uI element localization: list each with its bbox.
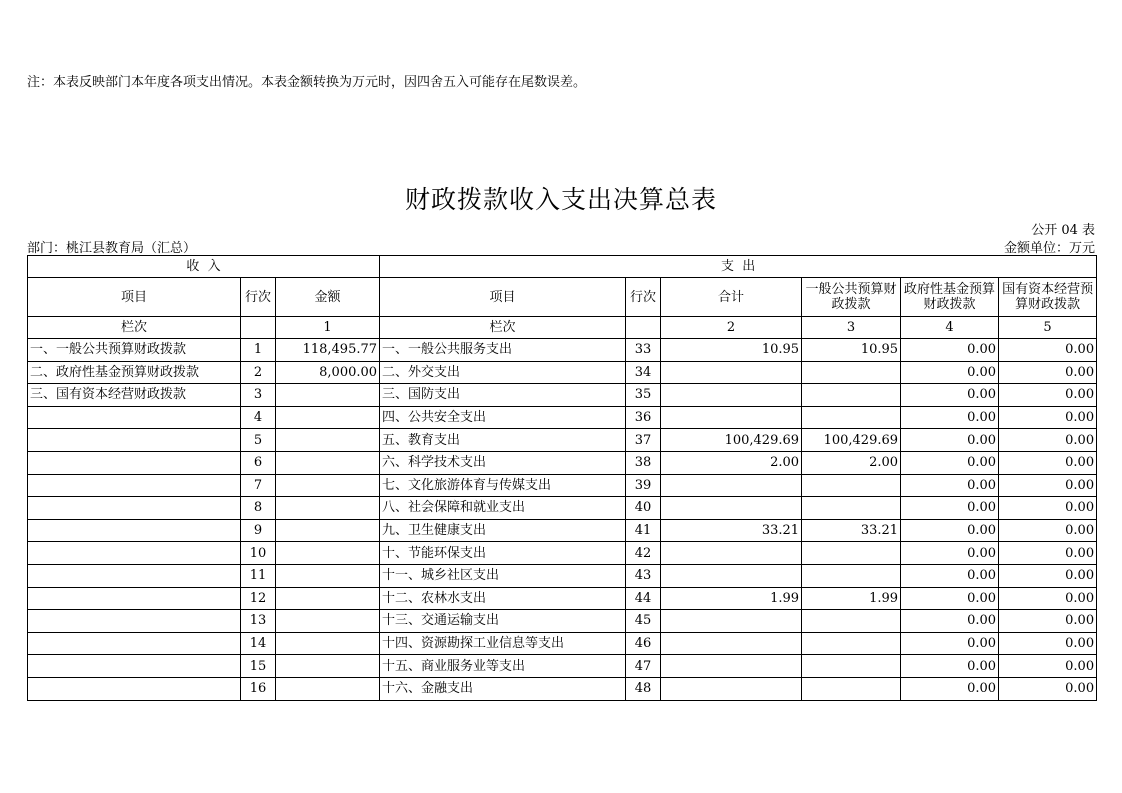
income-row-no-cell: 9 <box>241 519 276 542</box>
gov-fund-cell: 0.00 <box>901 474 999 497</box>
income-amount-cell <box>276 519 380 542</box>
income-item-cell <box>28 655 241 678</box>
income-amount-cell <box>276 497 380 520</box>
table-row <box>28 474 1097 497</box>
page-title: 财政拨款收入支出决算总表 <box>404 185 717 214</box>
income-item-header: 项目 <box>28 278 241 317</box>
income-amount-cell <box>276 474 380 497</box>
income-row-no-cell: 8 <box>241 497 276 520</box>
income-lanci-label: 栏次 <box>28 317 241 339</box>
income-amount-cell <box>276 632 380 655</box>
income-amount-cell <box>276 655 380 678</box>
expense-row-no-cell: 42 <box>626 542 661 565</box>
income-amount-cell <box>276 406 380 429</box>
state-capital-cell: 0.00 <box>999 474 1097 497</box>
expense-row-no-cell: 46 <box>626 632 661 655</box>
gov-fund-cell: 0.00 <box>901 406 999 429</box>
general-budget-cell: 2.00 <box>802 451 901 474</box>
expense-row-no-cell: 38 <box>626 451 661 474</box>
state-capital-cell: 0.00 <box>999 361 1097 384</box>
income-row-no-cell: 7 <box>241 474 276 497</box>
table-row <box>28 406 1097 429</box>
expense-item-cell: 十二、农林水支出 <box>380 587 626 610</box>
expense-row-no-cell: 45 <box>626 610 661 633</box>
income-row-no-cell: 6 <box>241 451 276 474</box>
table-row <box>28 655 1097 678</box>
general-budget-cell <box>802 474 901 497</box>
general-budget-cell <box>802 564 901 587</box>
expense-item-cell: 十、节能环保支出 <box>380 542 626 565</box>
total-cell <box>661 632 802 655</box>
general-budget-cell <box>802 677 901 700</box>
expense-row-no-cell: 47 <box>626 655 661 678</box>
income-amount-header: 金额 <box>276 278 380 317</box>
expense-item-cell: 七、文化旅游体育与传媒支出 <box>380 474 626 497</box>
general-budget-cell: 33.21 <box>802 519 901 542</box>
gov-fund-cell: 0.00 <box>901 610 999 633</box>
income-item-cell <box>28 610 241 633</box>
table-row <box>28 497 1097 520</box>
general-budget-cell <box>802 361 901 384</box>
state-capital-cell: 0.00 <box>999 655 1097 678</box>
expense-item-cell: 十一、城乡社区支出 <box>380 564 626 587</box>
total-cell <box>661 542 802 565</box>
state-capital-cell: 0.00 <box>999 406 1097 429</box>
table-row <box>28 339 1097 362</box>
expense-item-cell: 二、外交支出 <box>380 361 626 384</box>
income-row-no-cell: 14 <box>241 632 276 655</box>
income-item-cell <box>28 497 241 520</box>
column-number-1: 1 <box>276 317 380 339</box>
expense-row-no-cell: 35 <box>626 384 661 407</box>
general-budget-cell <box>802 632 901 655</box>
general-budget-cell <box>802 406 901 429</box>
income-item-cell <box>28 474 241 497</box>
income-amount-cell <box>276 587 380 610</box>
income-row-no-cell: 10 <box>241 542 276 565</box>
income-row-no-cell: 13 <box>241 610 276 633</box>
total-cell: 2.00 <box>661 451 802 474</box>
income-row-no-cell: 16 <box>241 677 276 700</box>
state-capital-header: 国有资本经营预算财政拨款 <box>999 278 1097 317</box>
expense-row-no-cell: 44 <box>626 587 661 610</box>
total-cell <box>661 406 802 429</box>
expense-item-cell: 八、社会保障和就业支出 <box>380 497 626 520</box>
column-number-5: 5 <box>999 317 1097 339</box>
total-cell: 100,429.69 <box>661 429 802 452</box>
budget-summary-table <box>27 255 1097 701</box>
income-row-no-cell: 2 <box>241 361 276 384</box>
gov-fund-cell: 0.00 <box>901 519 999 542</box>
income-row-no-header: 行次 <box>241 278 276 317</box>
total-header: 合计 <box>661 278 802 317</box>
state-capital-cell: 0.00 <box>999 497 1097 520</box>
expense-row-no-cell: 43 <box>626 564 661 587</box>
expense-item-cell: 九、卫生健康支出 <box>380 519 626 542</box>
column-number-2: 2 <box>661 317 802 339</box>
expense-item-cell: 十六、金融支出 <box>380 677 626 700</box>
amount-unit-label: 金额单位：万元 <box>1003 241 1095 256</box>
state-capital-cell: 0.00 <box>999 564 1097 587</box>
income-amount-cell <box>276 429 380 452</box>
expense-item-cell: 十三、交通运输支出 <box>380 610 626 633</box>
state-capital-cell: 0.00 <box>999 339 1097 362</box>
form-number: 公开 04 表 <box>1031 223 1095 238</box>
general-budget-cell <box>802 610 901 633</box>
expense-lanci-empty <box>626 317 661 339</box>
expense-row-no-header: 行次 <box>626 278 661 317</box>
income-item-cell: 三、国有资本经营财政拨款 <box>28 384 241 407</box>
income-row-no-cell: 3 <box>241 384 276 407</box>
expense-row-no-cell: 33 <box>626 339 661 362</box>
table-row <box>28 587 1097 610</box>
income-row-no-cell: 1 <box>241 339 276 362</box>
table-row <box>28 632 1097 655</box>
income-row-no-cell: 11 <box>241 564 276 587</box>
table-row <box>28 677 1097 700</box>
income-item-cell <box>28 632 241 655</box>
income-item-cell <box>28 564 241 587</box>
gov-fund-cell: 0.00 <box>901 361 999 384</box>
header-row-sections <box>28 256 1097 278</box>
total-cell <box>661 474 802 497</box>
gov-fund-header: 政府性基金预算财政拨款 <box>901 278 999 317</box>
income-row-no-cell: 4 <box>241 406 276 429</box>
state-capital-cell: 0.00 <box>999 542 1097 565</box>
column-number-4: 4 <box>901 317 999 339</box>
expense-item-cell: 三、国防支出 <box>380 384 626 407</box>
income-item-cell <box>28 677 241 700</box>
income-amount-cell <box>276 384 380 407</box>
total-cell <box>661 384 802 407</box>
income-amount-cell: 118,495.77 <box>276 339 380 362</box>
state-capital-cell: 0.00 <box>999 519 1097 542</box>
total-cell <box>661 361 802 384</box>
gov-fund-cell: 0.00 <box>901 632 999 655</box>
income-lanci-empty <box>241 317 276 339</box>
state-capital-cell: 0.00 <box>999 587 1097 610</box>
gov-fund-cell: 0.00 <box>901 677 999 700</box>
gov-fund-cell: 0.00 <box>901 655 999 678</box>
table-row <box>28 451 1097 474</box>
table-row <box>28 542 1097 565</box>
income-item-cell <box>28 542 241 565</box>
income-item-cell <box>28 451 241 474</box>
table-row <box>28 519 1097 542</box>
total-cell <box>661 497 802 520</box>
income-row-no-cell: 12 <box>241 587 276 610</box>
general-budget-header: 一般公共预算财政拨款 <box>802 278 901 317</box>
table-note: 注：本表反映部门本年度各项支出情况。本表金额转换为万元时，因四舍五入可能存在尾数误差。 <box>27 75 587 90</box>
income-item-cell: 二、政府性基金预算财政拨款 <box>28 361 241 384</box>
income-item-cell <box>28 519 241 542</box>
gov-fund-cell: 0.00 <box>901 429 999 452</box>
general-budget-cell <box>802 384 901 407</box>
income-amount-cell: 8,000.00 <box>276 361 380 384</box>
expense-section-header: 支 出 <box>380 256 1097 278</box>
general-budget-cell <box>802 542 901 565</box>
table-row <box>28 429 1097 452</box>
table-row <box>28 564 1097 587</box>
income-amount-cell <box>276 677 380 700</box>
total-cell <box>661 610 802 633</box>
table-row <box>28 384 1097 407</box>
state-capital-cell: 0.00 <box>999 632 1097 655</box>
state-capital-cell: 0.00 <box>999 451 1097 474</box>
expense-row-no-cell: 40 <box>626 497 661 520</box>
header-row-column-numbers <box>28 317 1097 339</box>
expense-row-no-cell: 34 <box>626 361 661 384</box>
expense-item-cell: 六、科学技术支出 <box>380 451 626 474</box>
gov-fund-cell: 0.00 <box>901 497 999 520</box>
general-budget-cell: 100,429.69 <box>802 429 901 452</box>
expense-row-no-cell: 37 <box>626 429 661 452</box>
department-label: 部门：桃江县教育局（汇总） <box>27 241 197 256</box>
income-item-cell <box>28 429 241 452</box>
expense-item-cell: 一、一般公共服务支出 <box>380 339 626 362</box>
expense-lanci-label: 栏次 <box>380 317 626 339</box>
expense-item-cell: 十五、商业服务业等支出 <box>380 655 626 678</box>
gov-fund-cell: 0.00 <box>901 451 999 474</box>
total-cell <box>661 564 802 587</box>
income-amount-cell <box>276 451 380 474</box>
gov-fund-cell: 0.00 <box>901 564 999 587</box>
income-row-no-cell: 15 <box>241 655 276 678</box>
expense-row-no-cell: 39 <box>626 474 661 497</box>
gov-fund-cell: 0.00 <box>901 384 999 407</box>
income-amount-cell <box>276 564 380 587</box>
income-section-header: 收 入 <box>28 256 380 278</box>
income-item-cell: 一、一般公共预算财政拨款 <box>28 339 241 362</box>
gov-fund-cell: 0.00 <box>901 339 999 362</box>
total-cell: 33.21 <box>661 519 802 542</box>
general-budget-cell: 1.99 <box>802 587 901 610</box>
expense-row-no-cell: 48 <box>626 677 661 700</box>
general-budget-cell <box>802 497 901 520</box>
total-cell: 1.99 <box>661 587 802 610</box>
total-cell <box>661 677 802 700</box>
expense-item-header: 项目 <box>380 278 626 317</box>
expense-row-no-cell: 36 <box>626 406 661 429</box>
state-capital-cell: 0.00 <box>999 384 1097 407</box>
state-capital-cell: 0.00 <box>999 610 1097 633</box>
income-item-cell <box>28 587 241 610</box>
state-capital-cell: 0.00 <box>999 677 1097 700</box>
header-row-columns <box>28 278 1097 317</box>
general-budget-cell <box>802 655 901 678</box>
total-cell <box>661 655 802 678</box>
expense-row-no-cell: 41 <box>626 519 661 542</box>
column-number-3: 3 <box>802 317 901 339</box>
expense-item-cell: 十四、资源勘探工业信息等支出 <box>380 632 626 655</box>
total-cell: 10.95 <box>661 339 802 362</box>
gov-fund-cell: 0.00 <box>901 587 999 610</box>
income-amount-cell <box>276 542 380 565</box>
income-item-cell <box>28 406 241 429</box>
table-row <box>28 610 1097 633</box>
general-budget-cell: 10.95 <box>802 339 901 362</box>
gov-fund-cell: 0.00 <box>901 542 999 565</box>
income-amount-cell <box>276 610 380 633</box>
table-row <box>28 361 1097 384</box>
expense-item-cell: 五、教育支出 <box>380 429 626 452</box>
state-capital-cell: 0.00 <box>999 429 1097 452</box>
income-row-no-cell: 5 <box>241 429 276 452</box>
expense-item-cell: 四、公共安全支出 <box>380 406 626 429</box>
